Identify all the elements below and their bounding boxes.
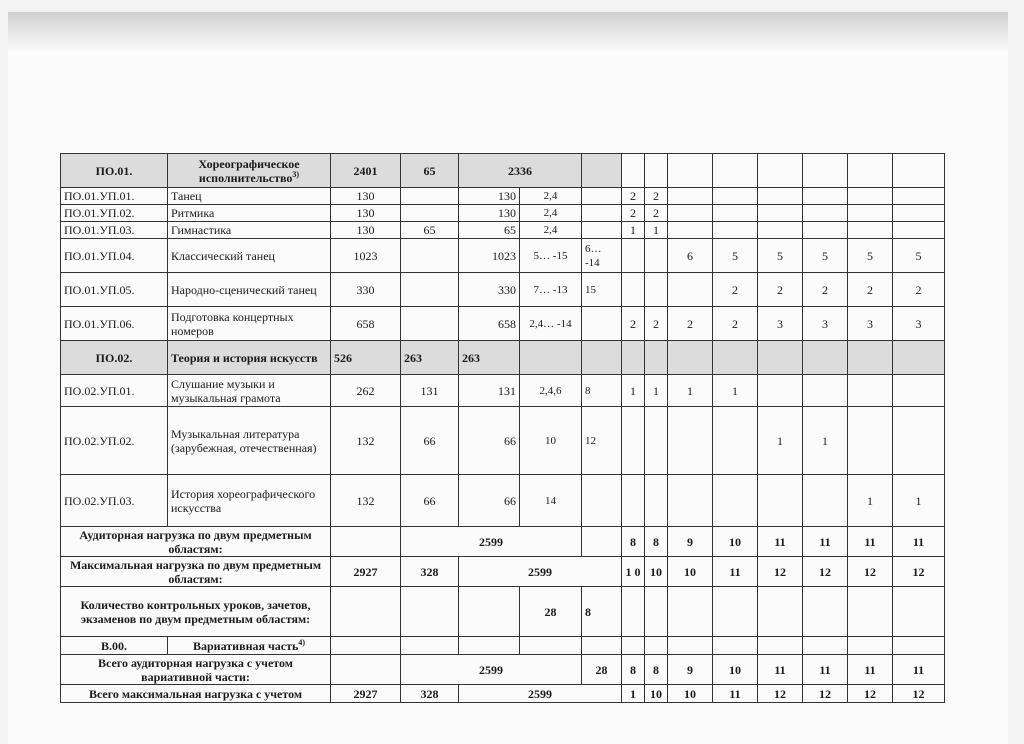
semester-hours: 2 (758, 273, 803, 307)
variative-row (61, 637, 945, 655)
semester-hours: 2 (893, 273, 945, 307)
summary-count-label: Количество контрольных уроков, зачетов, экзаменов по двум предметным областям: (61, 587, 331, 637)
section-empty-cell (645, 341, 668, 375)
semester-hours (622, 273, 645, 307)
semester-hours: 3 (848, 307, 893, 341)
subject-self-work (401, 239, 459, 273)
empty-cell (520, 637, 582, 655)
semester-hours: 2 (622, 205, 645, 222)
empty-cell (459, 637, 520, 655)
semester-hours (668, 407, 713, 475)
semester-hours: 11 (758, 655, 803, 685)
semester-hours: 11 (848, 527, 893, 557)
section-empty-cell (893, 154, 945, 188)
subject-name: Народно-сценический танец (168, 273, 331, 307)
semester-hours: 12 (758, 557, 803, 587)
semester-hours: 2 (848, 273, 893, 307)
subject-max-load: 130 (331, 205, 401, 222)
section-name (168, 154, 331, 188)
section-name-text: Хореографическое исполнительство (198, 156, 300, 185)
empty-cell (331, 527, 401, 557)
subject-max-load: 132 (331, 407, 401, 475)
semester-hours (713, 475, 758, 527)
subject-exam (582, 222, 622, 239)
subject-self-work: 66 (401, 407, 459, 475)
section-empty-cell (582, 341, 622, 375)
variative-name (168, 637, 331, 655)
empty-cell (713, 637, 758, 655)
subject-exam: 6… -14 (582, 239, 622, 273)
empty-cell (459, 587, 520, 637)
section-empty-cell (622, 341, 645, 375)
semester-hours (893, 222, 945, 239)
empty-cell (401, 587, 459, 637)
total-aud-exam: 8 (622, 655, 645, 685)
summary-max-self: 328 (401, 557, 459, 587)
subject-exam (582, 475, 622, 527)
subject-row (61, 273, 945, 307)
variative-code: В.00. (61, 637, 168, 655)
subject-code: ПО.02.УП.03. (61, 475, 168, 527)
summary-count-row (61, 587, 945, 637)
subject-attestation: 5… -15 (520, 239, 582, 273)
semester-hours (668, 222, 713, 239)
empty-cell (803, 637, 848, 655)
summary-max-total: 2927 (331, 557, 401, 587)
section-empty-cell (645, 154, 668, 188)
semester-hours (668, 587, 713, 637)
semester-hours: 11 (893, 655, 945, 685)
semester-hours: 12 (848, 685, 893, 703)
semester-hours: 1 (645, 222, 668, 239)
semester-hours: 10 (668, 685, 713, 703)
semester-hours: 10 (645, 557, 668, 587)
semester-hours: 2 (803, 273, 848, 307)
subject-row (61, 475, 945, 527)
semester-hours (893, 205, 945, 222)
subject-max-load: 1023 (331, 239, 401, 273)
semester-hours: 11 (803, 655, 848, 685)
footnote-mark: 3) (292, 169, 300, 179)
semester-hours (893, 188, 945, 205)
semester-hours: 1 (803, 407, 848, 475)
empty-cell (331, 587, 401, 637)
subject-code: ПО.01.УП.06. (61, 307, 168, 341)
subject-max-load: 262 (331, 375, 401, 407)
semester-hours (848, 375, 893, 407)
subject-attestation: 2,4 (520, 205, 582, 222)
subject-aud-load: 130 (459, 188, 520, 205)
semester-hours (645, 475, 668, 527)
semester-hours (645, 273, 668, 307)
semester-hours: 2 (713, 307, 758, 341)
subject-name: Танец (168, 188, 331, 205)
total-aud-row (61, 655, 945, 685)
section-aud-total: 263 (459, 341, 520, 375)
subject-code: ПО.01.УП.01. (61, 188, 168, 205)
semester-hours (713, 407, 758, 475)
empty-cell (582, 527, 622, 557)
empty-cell (893, 637, 945, 655)
subject-attestation: 7… -13 (520, 273, 582, 307)
semester-hours (848, 407, 893, 475)
semester-hours: 1 (622, 685, 645, 703)
semester-hours (758, 475, 803, 527)
subject-name: Слушание музыки и музыкальная грамота (168, 375, 331, 407)
semester-hours: 8 (622, 527, 645, 557)
section-empty-cell (582, 154, 622, 188)
semester-hours: 5 (758, 239, 803, 273)
subject-max-load: 330 (331, 273, 401, 307)
semester-hours (893, 587, 945, 637)
subject-exam (582, 188, 622, 205)
empty-cell (645, 637, 668, 655)
semester-hours (893, 375, 945, 407)
subject-exam: 15 (582, 273, 622, 307)
semester-hours (758, 205, 803, 222)
subject-self-work (401, 273, 459, 307)
empty-cell (401, 637, 459, 655)
semester-hours: 3 (893, 307, 945, 341)
section-self-work: 65 (401, 154, 459, 188)
semester-hours: 9 (668, 527, 713, 557)
semester-hours (848, 587, 893, 637)
subject-max-load: 658 (331, 307, 401, 341)
semester-hours: 11 (848, 655, 893, 685)
subject-max-load: 130 (331, 188, 401, 205)
total-max-row (61, 685, 945, 703)
curriculum-table-body (61, 154, 945, 703)
semester-hours: 12 (893, 685, 945, 703)
subject-exam: 8 (582, 375, 622, 407)
semester-hours: 5 (893, 239, 945, 273)
total-aud-label: Всего аудиторная нагрузка с учетом вариативной части: (61, 655, 331, 685)
subject-exam (582, 205, 622, 222)
subject-attestation: 14 (520, 475, 582, 527)
subject-exam: 12 (582, 407, 622, 475)
empty-cell (331, 637, 401, 655)
subject-self-work (401, 188, 459, 205)
semester-hours: 11 (803, 527, 848, 557)
semester-hours: 5 (803, 239, 848, 273)
total-max-label: Всего максимальная нагрузка с учетом (61, 685, 331, 703)
subject-row (61, 407, 945, 475)
subject-attestation: 2,4 (520, 222, 582, 239)
semester-hours: 10 (713, 527, 758, 557)
subject-aud-load: 65 (459, 222, 520, 239)
subject-row (61, 205, 945, 222)
summary-aud-label: Аудиторная нагрузка по двум предметным областям: (61, 527, 331, 557)
semester-hours: 1 (645, 375, 668, 407)
semester-hours (848, 222, 893, 239)
semester-hours (713, 188, 758, 205)
semester-hours (803, 475, 848, 527)
summary-count-exam: 8 (582, 587, 622, 637)
semester-hours (803, 587, 848, 637)
section-empty-cell (622, 154, 645, 188)
semester-hours: 12 (803, 685, 848, 703)
section-code: ПО.02. (61, 341, 168, 375)
semester-hours: 1 (713, 375, 758, 407)
subject-code: ПО.02.УП.01. (61, 375, 168, 407)
semester-hours (668, 205, 713, 222)
semester-hours (622, 239, 645, 273)
semester-hours (645, 239, 668, 273)
empty-cell (622, 637, 645, 655)
subject-max-load: 130 (331, 222, 401, 239)
total-max-aud: 2599 (459, 685, 622, 703)
semester-hours (803, 205, 848, 222)
semester-hours: 10 (645, 685, 668, 703)
subject-aud-load: 130 (459, 205, 520, 222)
section-empty-cell (758, 154, 803, 188)
subject-attestation: 2,4… -14 (520, 307, 582, 341)
section-max-load: 526 (331, 341, 401, 375)
curriculum-table (60, 153, 945, 703)
semester-hours (893, 407, 945, 475)
summary-max-label: Максимальная нагрузка по двум предметным областям: (61, 557, 331, 587)
empty-cell (758, 637, 803, 655)
subject-aud-load: 1023 (459, 239, 520, 273)
semester-hours (713, 205, 758, 222)
semester-hours: 2 (668, 307, 713, 341)
subject-row (61, 307, 945, 341)
semester-hours (848, 205, 893, 222)
subject-attestation: 10 (520, 407, 582, 475)
semester-hours: 12 (893, 557, 945, 587)
semester-hours: 1 0 (622, 557, 645, 587)
subject-code: ПО.01.УП.03. (61, 222, 168, 239)
section-empty-cell (668, 154, 713, 188)
semester-hours: 2 (622, 188, 645, 205)
subject-aud-load: 131 (459, 375, 520, 407)
subject-self-work: 65 (401, 222, 459, 239)
subject-name: Ритмика (168, 205, 331, 222)
semester-hours: 12 (848, 557, 893, 587)
semester-hours: 11 (758, 527, 803, 557)
subject-row (61, 375, 945, 407)
semester-hours (758, 222, 803, 239)
semester-hours: 6 (668, 239, 713, 273)
semester-hours: 11 (713, 557, 758, 587)
semester-hours (622, 407, 645, 475)
subject-code: ПО.01.УП.05. (61, 273, 168, 307)
subject-aud-load: 66 (459, 475, 520, 527)
semester-hours (622, 475, 645, 527)
semester-hours (803, 222, 848, 239)
total-aud-total: 2599 (401, 655, 582, 685)
semester-hours: 12 (758, 685, 803, 703)
semester-hours: 1 (893, 475, 945, 527)
subject-row (61, 188, 945, 205)
section-empty-cell (803, 341, 848, 375)
semester-hours: 2 (713, 273, 758, 307)
scan-edge-shadow (8, 12, 1008, 52)
subject-self-work: 131 (401, 375, 459, 407)
subject-name: Музыкальная литература (зарубежная, отечественная) (168, 407, 331, 475)
semester-hours: 1 (668, 375, 713, 407)
section-row-po02 (61, 341, 945, 375)
semester-hours (803, 375, 848, 407)
empty-cell (668, 637, 713, 655)
semester-hours: 10 (668, 557, 713, 587)
semester-hours: 1 (622, 222, 645, 239)
semester-hours: 2 (622, 307, 645, 341)
semester-hours: 10 (713, 655, 758, 685)
section-empty-cell (848, 341, 893, 375)
subject-attestation: 2,4,6 (520, 375, 582, 407)
semester-hours (668, 188, 713, 205)
section-name: Теория и история искусств (168, 341, 331, 375)
subject-name: Классический танец (168, 239, 331, 273)
semester-hours (645, 407, 668, 475)
semester-hours (668, 475, 713, 527)
semester-hours (645, 587, 668, 637)
empty-cell (848, 637, 893, 655)
total-max-total: 2927 (331, 685, 401, 703)
empty-cell (331, 655, 401, 685)
summary-max-row (61, 557, 945, 587)
subject-aud-load: 66 (459, 407, 520, 475)
semester-hours: 3 (803, 307, 848, 341)
semester-hours: 2 (645, 188, 668, 205)
summary-count-attest: 28 (520, 587, 582, 637)
subject-max-load: 132 (331, 475, 401, 527)
semester-hours: 9 (668, 655, 713, 685)
section-empty-cell (520, 341, 582, 375)
section-empty-cell (848, 154, 893, 188)
semester-hours (713, 222, 758, 239)
section-code: ПО.01. (61, 154, 168, 188)
semester-hours: 5 (713, 239, 758, 273)
semester-hours: 12 (803, 557, 848, 587)
section-empty-cell (713, 154, 758, 188)
subject-self-work (401, 205, 459, 222)
semester-hours (848, 188, 893, 205)
empty-cell (582, 637, 622, 655)
semester-hours: 2 (645, 307, 668, 341)
subject-name: Гимнастика (168, 222, 331, 239)
semester-hours: 1 (758, 407, 803, 475)
section-empty-cell (668, 341, 713, 375)
subject-code: ПО.01.УП.04. (61, 239, 168, 273)
section-self-work: 263 (401, 341, 459, 375)
subject-aud-load: 330 (459, 273, 520, 307)
semester-hours (713, 587, 758, 637)
section-aud-total: 2336 (459, 154, 582, 188)
subject-attestation: 2,4 (520, 188, 582, 205)
subject-name: История хореографического искусства (168, 475, 331, 527)
summary-aud-row (61, 527, 945, 557)
total-aud-attest: 28 (582, 655, 622, 685)
total-max-self: 328 (401, 685, 459, 703)
section-empty-cell (803, 154, 848, 188)
variative-name-text: Вариативная часть (193, 638, 299, 653)
semester-hours (622, 587, 645, 637)
section-row-po01 (61, 154, 945, 188)
subject-row (61, 239, 945, 273)
semester-hours: 8 (645, 655, 668, 685)
semester-hours (758, 375, 803, 407)
semester-hours (803, 188, 848, 205)
subject-self-work (401, 307, 459, 341)
subject-name: Подготовка концертных номеров (168, 307, 331, 341)
semester-hours (758, 587, 803, 637)
summary-max-aud: 2599 (459, 557, 622, 587)
semester-hours (668, 273, 713, 307)
footnote-mark: 4) (298, 637, 305, 647)
section-empty-cell (893, 341, 945, 375)
subject-self-work: 66 (401, 475, 459, 527)
summary-aud-total: 2599 (401, 527, 582, 557)
section-empty-cell (758, 341, 803, 375)
semester-hours: 3 (758, 307, 803, 341)
subject-code: ПО.02.УП.02. (61, 407, 168, 475)
semester-hours: 11 (893, 527, 945, 557)
semester-hours: 1 (848, 475, 893, 527)
subject-aud-load: 658 (459, 307, 520, 341)
subject-row (61, 222, 945, 239)
semester-hours: 5 (848, 239, 893, 273)
semester-hours: 8 (645, 527, 668, 557)
semester-hours: 11 (713, 685, 758, 703)
section-empty-cell (713, 341, 758, 375)
semester-hours (758, 188, 803, 205)
section-max-load: 2401 (331, 154, 401, 188)
subject-code: ПО.01.УП.02. (61, 205, 168, 222)
subject-exam (582, 307, 622, 341)
semester-hours: 2 (645, 205, 668, 222)
semester-hours: 1 (622, 375, 645, 407)
